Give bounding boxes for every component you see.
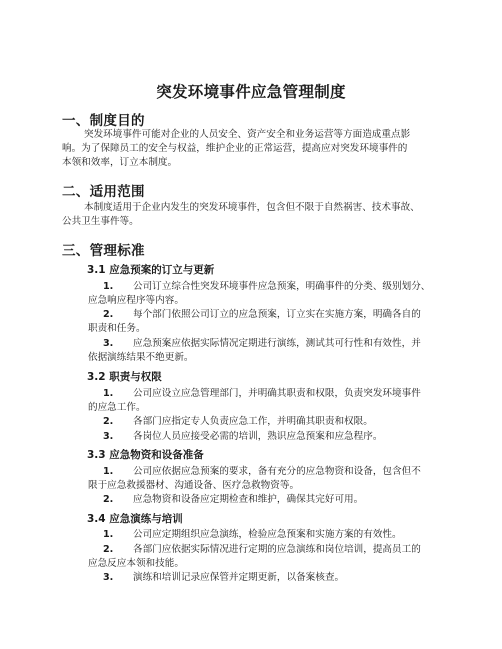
- list-item-continuation: 职责和任务。: [88, 323, 146, 334]
- subsection-3-1-heading: 3.1 应急预案的订立与更新: [87, 264, 215, 276]
- list-item-continuation: 的应急工作。: [88, 402, 146, 413]
- list-item-number: 1.: [103, 281, 114, 292]
- subsection-3-2-heading: 3.2 职责与权限: [87, 371, 162, 383]
- list-item-text: 应急预案应依据实际情况定期进行演练，测试其可行性和有效性，并: [133, 338, 421, 349]
- section-1-paragraph-line-3: 本领和效率，订立本制度。: [62, 157, 178, 168]
- list-item-number: 3.: [103, 431, 114, 442]
- subsection-3-4-heading: 3.4 应急演练与培训: [87, 513, 183, 525]
- list-item-number: 3.: [103, 338, 114, 349]
- list-item-text: 公司应依据应急预案的要求，备有充分的应急物资和设备，包含但不: [133, 466, 421, 477]
- document-title: 突发环境事件应急管理制度: [156, 83, 346, 101]
- section-1-paragraph-line-1: 突发环境事件可能对企业的人员安全、资产安全和业务运营等方面造成重点影: [84, 129, 411, 140]
- list-item: [103, 386, 421, 402]
- list-item-continuation: 依据演练结果不绝更新。: [88, 352, 194, 363]
- list-item-text: 各部门应依据实际情况进行定期的应急演练和岗位培训，提高员工的: [133, 544, 421, 555]
- list-item-number: 2.: [103, 494, 114, 505]
- list-item: [103, 307, 421, 323]
- list-item-number: 1.: [103, 388, 114, 399]
- list-item-text: 公司应设立应急管理部门，并明确其职责和权限，负责突发环境事件: [133, 388, 421, 399]
- list-item-number: 1.: [103, 466, 114, 477]
- list-item-text: 公司订立综合性突发环境事件应急预案，明确事件的分类、级别划分、: [133, 281, 431, 292]
- list-item-text: 各岗位人员应接受必需的培训，熟识应急预案和应急程序。: [133, 431, 383, 442]
- list-item-number: 1.: [103, 529, 114, 540]
- list-item: [103, 429, 382, 445]
- list-item-text: 公司应定期组织应急演练，检验应急预案和实施方案的有效性。: [133, 529, 402, 540]
- list-item-number: 3.: [103, 572, 114, 583]
- list-item-number: 2.: [103, 309, 114, 320]
- section-2-heading: 二、适用范围: [62, 184, 145, 200]
- list-item: [103, 492, 363, 508]
- list-item: [103, 570, 344, 586]
- section-1-paragraph-line-2: 响。为了保障员工的安全与权益，维护企业的正常运营，提高应对突发环境事件的: [62, 143, 408, 154]
- list-item-text: 应急物资和设备应定期检查和维护，确保其完好可用。: [133, 494, 364, 505]
- list-item: [103, 414, 373, 430]
- list-item-continuation: 应急响应程序等内容。: [88, 295, 184, 306]
- list-item-number: 2.: [103, 416, 114, 427]
- list-item-text: 演练和培训记录应保管并定期更新，以备案核查。: [133, 572, 345, 583]
- subsection-3-3-heading: 3.3 应急物资和设备准备: [87, 449, 204, 461]
- list-item: [103, 527, 402, 543]
- section-2-paragraph-line-1: 本制度适用于企业内发生的突发环境事件，包含但不限于自然祸害、技术事故、: [84, 202, 420, 213]
- list-item-text: 每个部门依照公司订立的应急预案，订立实在实施方案，明确各自的: [133, 309, 421, 320]
- list-item-text: 各部门应指定专人负责应急工作，并明确其职责和权限。: [133, 416, 373, 427]
- section-2-paragraph-line-2: 公共卫生事件等。: [62, 216, 139, 227]
- section-3-heading: 三、管理标准: [62, 243, 145, 259]
- list-item-number: 2.: [103, 544, 114, 555]
- list-item-continuation: 应急反应本领和技能。: [88, 558, 184, 569]
- section-1-heading: 一、制度目的: [62, 113, 145, 129]
- list-item-continuation: 限于应急救援器材、沟通设备、医疗急救物资等。: [88, 480, 300, 491]
